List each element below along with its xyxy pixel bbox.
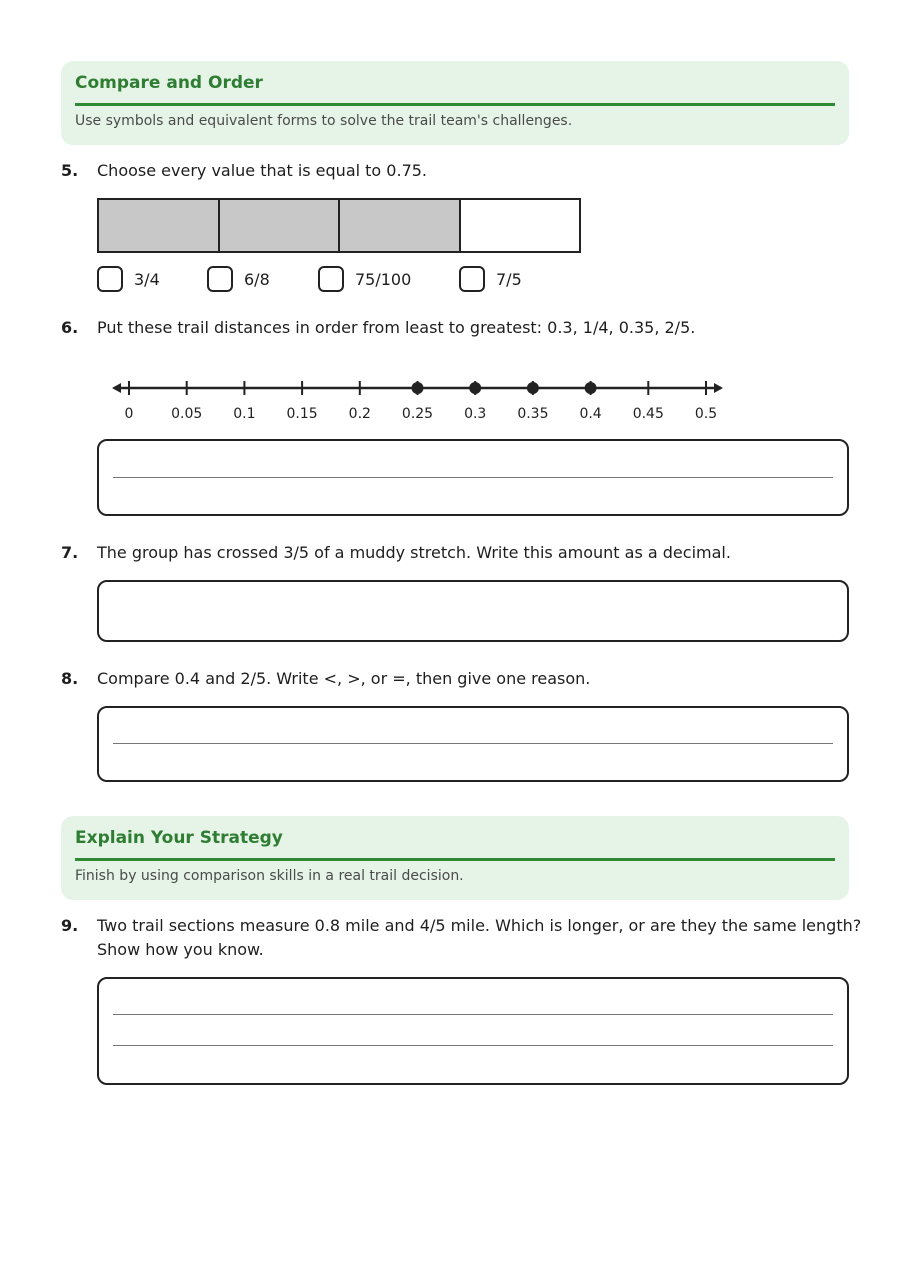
answer-box-q7[interactable] <box>97 580 849 642</box>
writing-line <box>113 477 833 478</box>
tick-label: 0.05 <box>171 406 203 422</box>
section-subtitle: Use symbols and equivalent forms to solve the trail team's challenges. <box>75 113 573 129</box>
plotted-point <box>469 382 481 394</box>
option-label: 6/8 <box>244 269 270 289</box>
plotted-point <box>585 382 597 394</box>
question-text: Choose every value that is equal to 0.75. <box>97 161 428 180</box>
number-line <box>0 0 909 440</box>
answer-box-q6[interactable] <box>97 439 849 516</box>
section-subtitle: Finish by using comparison skills in a real trail decision. <box>75 868 464 884</box>
section-divider <box>75 858 835 861</box>
question-text: The group has crossed 3/5 of a muddy stretch. Write this amount as a decimal. <box>97 543 731 562</box>
question-text: Compare 0.4 and 2/5. Write <, >, or =, then give one reason. <box>97 669 591 688</box>
writing-line <box>113 743 833 744</box>
option-label: 7/5 <box>496 269 522 289</box>
tick-label: 0.15 <box>286 406 318 422</box>
question-text-line-1: Two trail sections measure 0.8 mile and 4/5 mile. Which is longer, or are they the same length? <box>97 916 862 935</box>
question-number: 9. <box>61 916 79 935</box>
tick-label: 0.1 <box>233 406 256 422</box>
tick-label: 0.45 <box>632 406 664 422</box>
option-label: 75/100 <box>355 269 412 289</box>
section-header-explain-your-strategy <box>61 816 849 900</box>
tick-label: 0.35 <box>517 406 549 422</box>
question-number: 5. <box>61 161 79 180</box>
arrow-left-icon <box>112 383 121 393</box>
tick-label: 0 <box>124 406 134 422</box>
question-text-line-2: Show how you know. <box>97 940 264 959</box>
tick-label: 0.4 <box>579 406 602 422</box>
tick-label: 0.25 <box>401 406 434 422</box>
section-title: Explain Your Strategy <box>75 828 283 848</box>
question-text: Put these trail distances in order from least to greatest: 0.3, 1/4, 0.35, 2/5. <box>97 318 696 337</box>
arrow-right-icon <box>714 383 723 393</box>
writing-line <box>113 1014 833 1015</box>
plotted-point <box>412 382 424 394</box>
tick-label: 0.3 <box>464 406 487 422</box>
question-number: 7. <box>61 543 79 562</box>
plotted-point <box>527 382 539 394</box>
tick-label: 0.5 <box>694 406 718 422</box>
question-number: 8. <box>61 669 79 688</box>
answer-box-q9[interactable] <box>97 977 849 1085</box>
option-label: 3/4 <box>134 269 160 289</box>
tick-label: 0.2 <box>348 406 371 422</box>
writing-line <box>113 1045 833 1046</box>
answer-box-q8[interactable] <box>97 706 849 782</box>
section-title: Compare and Order <box>75 73 263 93</box>
question-number: 6. <box>61 318 79 337</box>
